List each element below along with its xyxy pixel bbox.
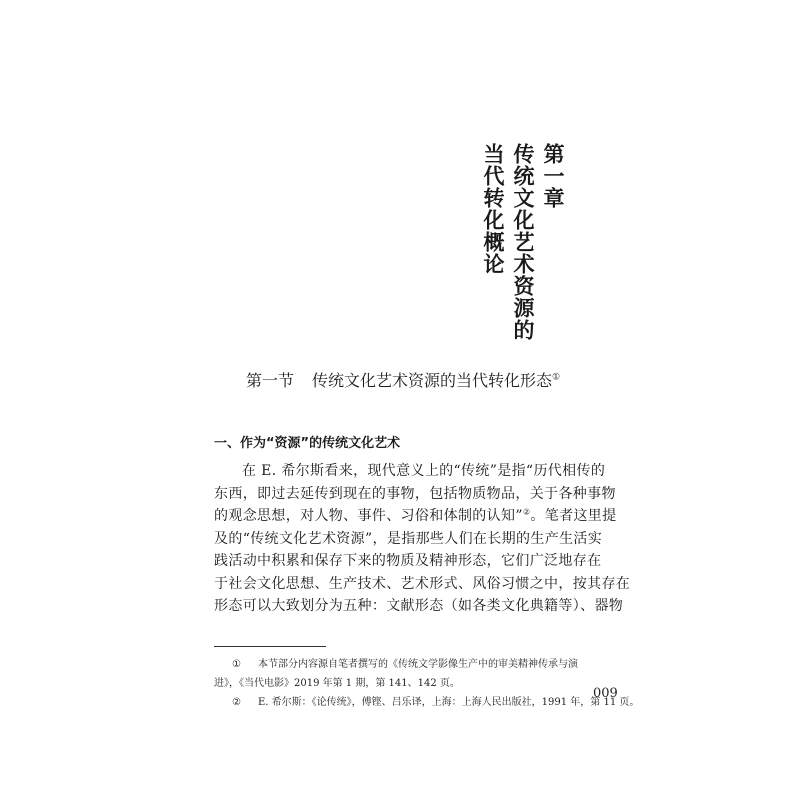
footnote-text: 本节部分内容源自笔者撰写的《传统文学影像生产中的审美精神传承与演: [258, 659, 578, 670]
body-paragraph: [214, 460, 631, 618]
chapter-title-line-2: 当代转化概论: [481, 143, 505, 275]
footnote-mark: ②: [232, 697, 241, 708]
body-line: [214, 505, 617, 528]
footnote-ref-1: ①: [552, 372, 561, 383]
body-line: 于社会文化思想、生产技术、艺术形式、风俗习惯之中，按其存在: [214, 575, 631, 592]
body-line: 践活动中积累和保存下来的物质及精神形态，它们广泛地存在: [214, 553, 602, 569]
footnote-1: [214, 655, 604, 674]
footnote-1-continuation: 进》，《当代电影》2019 年第 1 期，第 141、142 页。: [214, 678, 460, 689]
section-number: 第一节: [246, 371, 295, 390]
body-line: 形态可以大致划分为五种：文献形态（如各类文化典籍等）、器物: [214, 598, 624, 614]
body-line-text: 的观念思想，对人物、事件、习俗和体制的认知”: [214, 508, 523, 524]
footnote-text: E. 希尔斯：《论传统》，傅铿、吕乐译，上海：上海人民出版社，1991 年，第 11 页。: [258, 697, 640, 708]
page-number: 009: [593, 686, 618, 701]
footnote-ref-2: ②: [522, 507, 531, 517]
body-line-tail: 。笔者这里提: [530, 508, 617, 524]
section-title-text: 传统文化艺术资源的当代转化形态: [312, 371, 553, 390]
body-line: 及的“传统文化艺术资源”，是指那些人们在长期的生产生活实: [214, 530, 603, 547]
chapter-title-line-1: 传统文化艺术资源的: [511, 143, 535, 341]
subheading: 一、作为“资源”的传统文化艺术: [214, 436, 401, 451]
body-line: 东西，即过去延传到现在的事物，包括物质物品，关于各种事物: [214, 485, 616, 502]
chapter-number: 第一章: [541, 143, 565, 209]
chapter-title: [478, 143, 568, 343]
section-heading: [246, 368, 560, 391]
body-line: 在 E. 希尔斯看来，现代意义上的“传统”是指“历代相传的: [242, 463, 606, 479]
footnote-divider: [214, 646, 326, 647]
footnote-mark: ①: [232, 659, 241, 670]
